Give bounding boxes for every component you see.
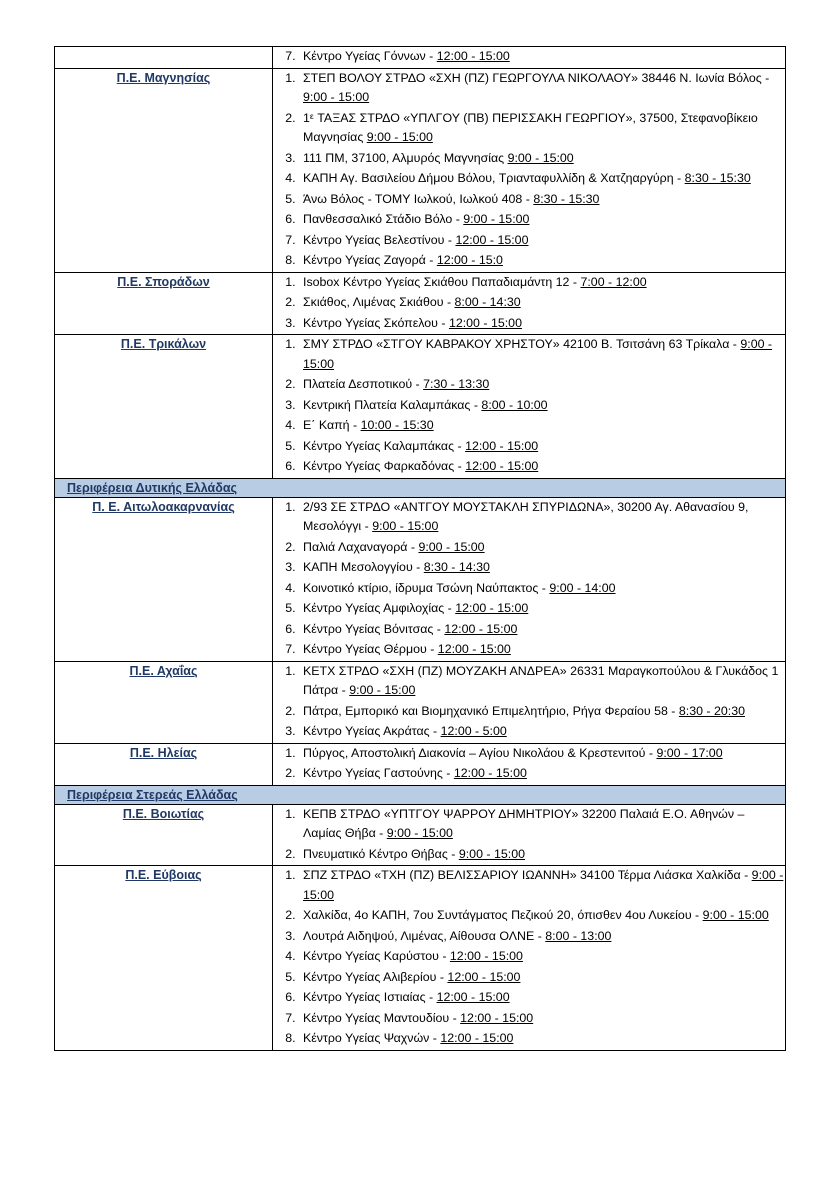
list-item [299,210,785,230]
sites-cell [273,804,786,866]
site-time: 9:00 - 15:00 [366,130,433,144]
sites-cell [273,68,786,272]
site-time: 9:00 - 15:00 [418,539,485,554]
site-time: 12:00 - 15:00 [449,949,523,963]
site-time: 8:30 - 15:30 [684,171,751,185]
table-row [55,743,786,785]
prefecture-cell [55,272,273,335]
region-label: Περιφέρεια Δυτικής Ελλάδας [67,480,238,495]
site-name: Πλατεία Δεσποτικού - [303,377,424,391]
site-time: 9:00 - 15:00 [303,337,773,371]
site-name: Κέντρο Υγείας Γόννων - [303,49,437,63]
site-time: 12:00 - 15:00 [437,642,511,656]
list-item [299,744,785,764]
sites-list [273,662,785,742]
sites-cell [273,661,786,743]
site-name: 111 ΠΜ, 37100, Αλμυρός Μαγνησίας [303,150,508,165]
site-name: Κέντρο Υγείας Βόνιτσας - [303,621,445,636]
site-time: 12:00 - 15:00 [447,969,521,984]
list-item [299,251,785,271]
table-body [55,47,786,69]
site-name: 1ᵋ ΤΑΞΑΣ ΣΤΡΔΟ «ΥΠΛΓΟΥ (ΠΒ) ΠΕΡΙΣΣΑΚΗ ΓΕΩΡΓΙΟΥ», 37500, Στεφανοβίκειο Μαγνησίας [303,110,758,144]
sites-list [273,335,785,477]
site-name: Κεντρική Πλατεία Καλαμπάκας - [303,397,482,412]
list-item [299,1009,785,1029]
list-item [299,169,785,189]
sites-cell [273,335,786,479]
site-name: Πανθεσσαλικό Στάδιο Βόλο - [303,212,464,226]
site-name: ΚΕΤΧ ΣΤΡΔΟ «ΣΧΗ (ΠΖ) ΜΟΥΖΑΚΗ ΑΝΔΡΕΑ» 26331 Μαραγκοπούλου & Γλυκάδος 1 Πάτρα - [303,663,779,697]
site-name: ΚΑΠΗ Μεσολογγίου - [303,560,424,574]
prefecture-cell [55,661,273,743]
list-item [299,722,785,742]
sites-list [273,866,785,1049]
site-name: ΣΜΥ ΣΤΡΔΟ «ΣΤΓΟΥ ΚΑΒΡΑΚΟΥ ΧΡΗΣΤΟΥ» 42100 Β. Τσιτσάνη 63 Τρίκαλα - [303,337,741,351]
list-item [299,845,785,865]
site-name: Λουτρά Αιδηψού, Λιμένας, Αίθουσα ΟΛΝΕ - [303,928,546,943]
site-time: 8:00 - 10:00 [481,397,548,412]
site-name: Κέντρο Υγείας Μαντουδίου - [303,1010,461,1025]
site-time: 8:30 - 20:30 [678,703,746,718]
site-time: 8:30 - 14:30 [423,560,490,574]
sites-cell [273,743,786,785]
list-item [299,538,785,558]
list-item [299,457,785,477]
site-name: Πνευματικό Κέντρο Θήβας - [303,846,459,861]
site-name: Άνω Βόλος - ΤΟΜΥ Ιωλκού, Ιωλκού 408 - [303,191,534,206]
list-item [299,190,785,210]
vaccination-sites-table [54,46,786,1051]
table-row [55,478,786,497]
region-header-cell [55,785,786,804]
site-time: 7:30 - 13:30 [423,377,490,391]
site-name: Κέντρο Υγείας Ακράτας - [303,724,441,738]
site-name: Χαλκίδα, 4ο ΚΑΠΗ, 7ου Συντάγματος Πεζικού 20, όπισθεν 4ου Λυκείου - [303,908,703,922]
prefecture-cell [55,68,273,272]
site-time: 12:00 - 5:00 [440,724,507,738]
site-name: Πύργος, Αποστολική Διακονία – Αγίου Νικολάου & Κρεστενιτού - [303,745,657,760]
site-name: Κέντρο Υγείας Αμφιλοχίας - [303,601,456,615]
site-time: 12:00 - 15:00 [436,990,510,1004]
site-name: Σκιάθος, Λιμένας Σκιάθου - [303,295,455,309]
table-row [55,785,786,804]
site-time: 9:00 - 15:00 [303,868,784,902]
list-item [299,947,785,967]
site-name: Πάτρα, Εμπορικό και Βιομηχανικό Επιμελητήριο, Ρήγα Φεραίου 58 - [303,703,679,718]
site-name: Κέντρο Υγείας Θέρμου - [303,642,438,656]
site-time: 8:30 - 15:30 [533,191,600,206]
list-item [299,558,785,578]
site-name: Κέντρο Υγείας Βελεστίνου - [303,232,456,247]
region-header-cell [55,478,786,497]
table-row [55,497,786,661]
site-name: Παλιά Λαχαναγορά - [303,539,419,554]
list-item [299,927,785,947]
list-item [299,498,785,537]
prefecture-cell [55,866,273,1051]
list-item [299,968,785,988]
site-name: Κέντρο Υγείας Σκόπελου - [303,315,449,330]
site-time: 9:00 - 15:00 [372,519,439,533]
table-row [55,335,786,479]
list-item [299,375,785,395]
list-item [299,293,785,313]
table-row [55,272,786,335]
table-row [55,47,786,69]
site-time: 12:00 - 15:00 [455,601,529,615]
site-time: 12:00 - 15:00 [460,1010,534,1025]
list-item [299,69,785,108]
prefecture-label: Π.Ε. Τρικάλων [120,337,207,351]
site-time: 9:00 - 14:00 [549,580,616,595]
prefecture-label: Π.Ε. Αχαΐας [129,663,198,678]
prefecture-cell [55,335,273,479]
site-time: 8:00 - 14:30 [454,295,521,309]
list-item [299,47,785,67]
site-time: 9:00 - 15:00 [386,826,453,840]
table-row [55,866,786,1051]
site-time: 12:00 - 15:00 [453,766,527,780]
prefecture-label: Π. Ε. Αιτωλοακαρνανίας [92,499,235,514]
sites-list [273,69,785,271]
site-time: 12:00 - 15:00 [448,315,522,330]
list-item [299,335,785,374]
site-name: Κέντρο Υγείας Καλαμπάκας - [303,438,466,453]
site-name: Κοινοτικό κτίριο, ίδρυμα Τσώνη Ναύπακτος - [303,580,550,595]
list-item [299,906,785,926]
site-time: 12:00 - 15:00 [444,621,518,636]
site-time: 12:00 - 15:00 [465,459,539,473]
site-time: 9:00 - 15:00 [303,90,370,104]
sites-list-continued [273,47,785,67]
table-row [55,661,786,743]
site-time: 9:00 - 15:00 [463,212,530,226]
list-item [299,620,785,640]
site-name: Κέντρο Υγείας Ζαγορά - [303,253,437,267]
sites-list [273,805,785,865]
table-row [55,804,786,866]
site-name: ΣΤΕΠ ΒΟΛΟΥ ΣΤΡΔΟ «ΣΧΗ (ΠΖ) ΓΕΩΡΓΟΥΛΑ ΝΙΚΟΛΑΟΥ» 38446 Ν. Ιωνία Βόλος - [303,70,770,85]
prefecture-label: Π.Ε. Σποράδων [117,274,210,289]
site-name: Ε΄ Καπή - [303,418,361,432]
site-time: 9:00 - 15:00 [507,150,574,165]
site-time: 8:00 - 13:00 [545,928,612,943]
sites-cell [273,866,786,1051]
site-name: Κέντρο Υγείας Φαρκαδόνας - [303,459,466,473]
prefecture-cell [55,743,273,785]
prefecture-label: Π.Ε. Βοιωτίας [122,806,205,821]
list-item [299,579,785,599]
list-item [299,437,785,457]
region-label: Περιφέρεια Στερεάς Ελλάδας [67,787,238,802]
sites-cell [273,272,786,335]
prefecture-cell [55,497,273,661]
site-name: 2/93 ΣΕ ΣΤΡΔΟ «ΑΝΤΓΟΥ ΜΟΥΣΤΑΚΛΗ ΣΠΥΡΙΔΩΝΑ», 30200 Αγ. Αθανασίου 9, Μεσολόγγι - [303,499,749,533]
list-item [299,1029,785,1049]
site-name: Κέντρο Υγείας Ψαχνών - [303,1031,441,1045]
list-item [299,599,785,619]
sites-list [273,498,785,660]
list-item [299,866,785,905]
site-name: Isobox Κέντρο Υγείας Σκιάθου Παπαδιαμάντη 12 - [303,274,581,289]
site-time: 9:00 - 17:00 [656,745,723,760]
list-item [299,702,785,722]
prefecture-label: Π.Ε. Ηλείας [129,745,198,760]
list-item [299,314,785,334]
sites-cell [273,497,786,661]
site-time: 9:00 - 15:00 [702,908,769,922]
site-name: ΚΑΠΗ Αγ. Βασιλείου Δήμου Βόλου, Τριανταφυλλίδη & Χατζηαργύρη - [303,171,685,185]
site-time: 12:00 - 15:00 [465,438,539,453]
prefecture-label: Π.Ε. Εύβοιας [125,868,202,882]
list-item [299,231,785,251]
site-time: 10:00 - 15:30 [360,418,434,432]
site-name: ΚΕΠΒ ΣΤΡΔΟ «ΥΠΤΓΟΥ ΨΑΡΡΟΥ ΔΗΜΗΤΡΙΟΥ» 32200 Παλαιά Ε.Ο. Αθηνών – Λαμίας Θήβα - [303,806,745,840]
list-item [299,109,785,148]
site-time: 9:00 - 15:00 [349,683,416,697]
sites-list [273,273,785,334]
site-name: Κέντρο Υγείας Γαστούνης - [303,766,454,780]
sites-cell-continued [273,47,786,69]
site-name: Κέντρο Υγείας Αλιβερίου - [303,969,448,984]
sites-list [273,744,785,784]
list-item [299,273,785,293]
prefecture-label: Π.Ε. Μαγνησίας [116,70,211,85]
table-row [55,68,786,272]
list-item [299,149,785,169]
site-time: 12:00 - 15:00 [436,49,510,63]
site-name: Κέντρο Υγείας Ιστιαίας - [303,990,437,1004]
list-item [299,416,785,436]
list-item [299,662,785,701]
table-rows [55,68,786,1050]
list-item [299,640,785,660]
site-name: Κέντρο Υγείας Καρύστου - [303,949,450,963]
site-time: 9:00 - 15:00 [458,846,525,861]
site-time: 7:00 - 12:00 [580,274,647,289]
list-item [299,764,785,784]
site-name: ΣΠΖ ΣΤΡΔΟ «ΤΧΗ (ΠΖ) ΒΕΛΙΣΣΑΡΙΟΥ ΙΩΑΝΝΗ» 34100 Τέρμα Λιάσκα Χαλκίδα - [303,868,752,882]
prefecture-cell [55,804,273,866]
site-time: 12:00 - 15:00 [455,232,529,247]
list-item [299,805,785,844]
site-time: 12:00 - 15:00 [440,1031,514,1045]
list-item [299,988,785,1008]
site-time: 12:00 - 15:0 [436,253,503,267]
list-item [299,396,785,416]
prefecture-cell-continued [55,47,273,69]
